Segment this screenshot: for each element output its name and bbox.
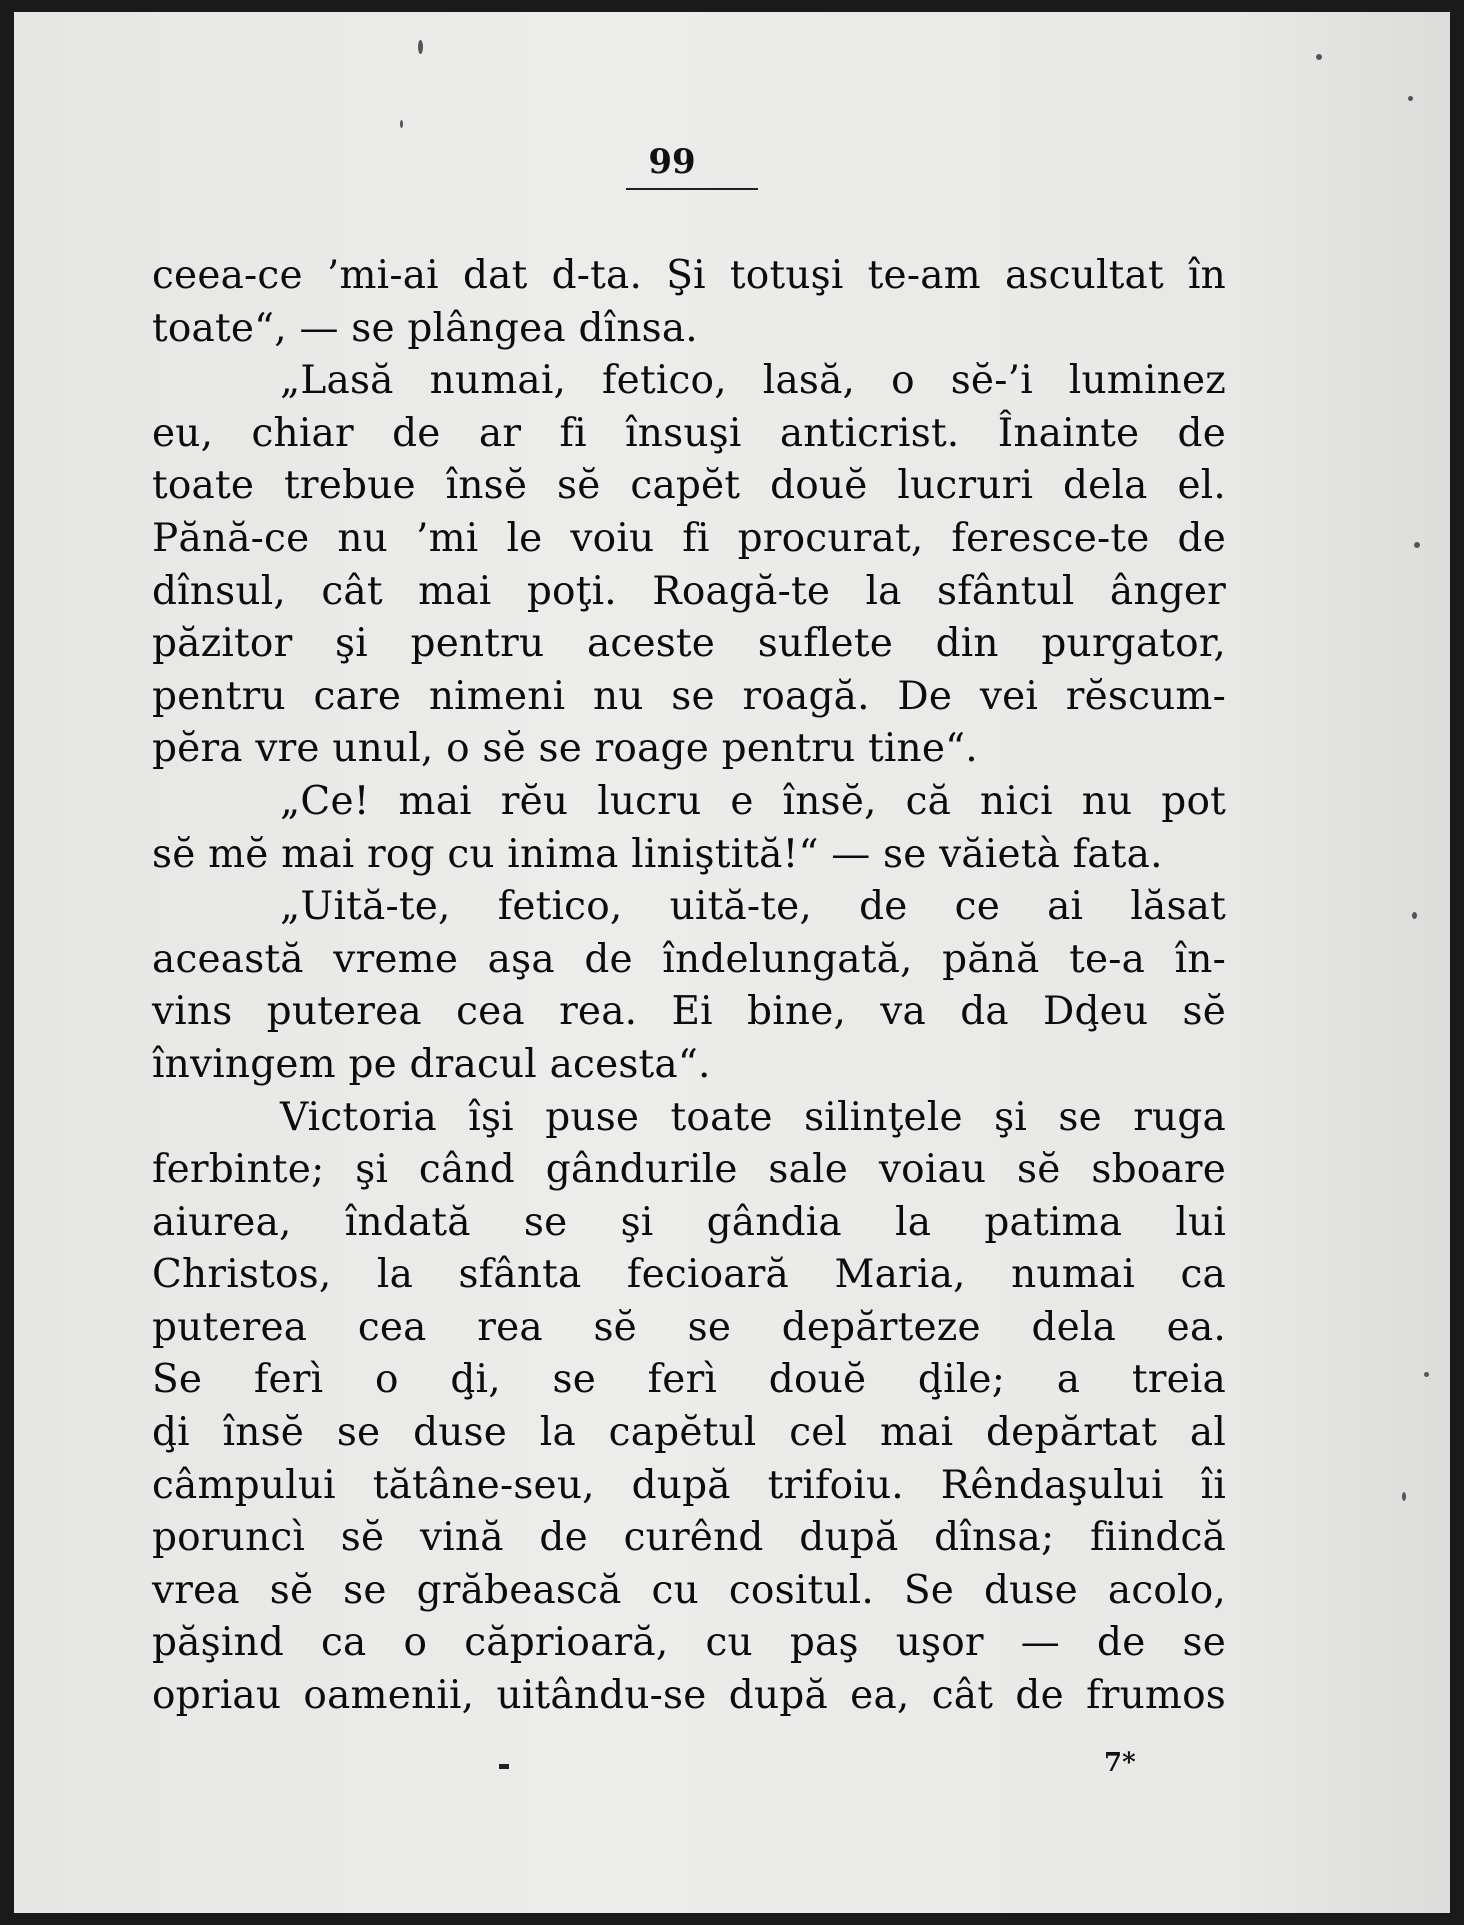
text-line: Victoria îşi puse toate silinţele şi se ruga xyxy=(280,1094,1226,1140)
paper-speck xyxy=(1408,96,1413,101)
paper-speck xyxy=(1414,542,1420,548)
text-line: Pănă-ce nu ’mi le voiu fi procurat, feresce-te de xyxy=(152,515,1226,561)
text-line: eu, chiar de ar fi însuşi anticrist. Înainte de xyxy=(152,410,1226,456)
text-line: opriau oamenii, uitându-se după ea, cât de frumos xyxy=(152,1673,1226,1719)
text-line: ferbinte; şi când gândurile sale voiau sĕ sboare xyxy=(152,1147,1226,1193)
text-line: Christos, la sfânta fecioară Maria, numai ca xyxy=(152,1252,1226,1298)
paper-speck xyxy=(1424,1372,1429,1377)
text-line: ḑi însĕ se duse la capĕtul cel mai depărtat al xyxy=(152,1410,1226,1456)
paper-speck xyxy=(418,40,423,54)
paper-speck xyxy=(1412,912,1417,919)
paper-speck xyxy=(400,120,403,128)
book-page xyxy=(14,12,1450,1913)
text-line: „Uită-te, fetico, uită-te, de ce ai lăsat xyxy=(280,884,1226,930)
text-line: „Lasă numai, fetico, lasă, o sĕ-’i luminez xyxy=(280,358,1226,404)
text-line: pĕra vre unul, o sĕ se roage pentru tine“. xyxy=(152,726,978,772)
paper-speck xyxy=(1402,1492,1406,1501)
text-line: învingem pe dracul acesta“. xyxy=(152,1041,711,1087)
text-line: toate trebue însĕ sĕ capĕt douĕ lucruri dela el. xyxy=(152,463,1226,509)
page-number: 99 xyxy=(648,142,696,182)
text-line: aiurea, îndată se şi gândia la patima lui xyxy=(152,1199,1226,1245)
body-text xyxy=(152,250,1226,1723)
page-number-rule xyxy=(626,188,758,190)
text-line: păzitor şi pentru aceste suflete din purgator, xyxy=(152,621,1226,667)
text-line: câmpului tătâne-seu, după trifoiu. Rêndaşului îi xyxy=(152,1462,1226,1508)
text-line: păşind ca o căprioară, cu paş uşor — de se xyxy=(152,1620,1226,1666)
text-line: puterea cea rea sĕ se depărteze dela ea. xyxy=(152,1304,1226,1350)
text-line: vrea sĕ se grăbească cu cositul. Se duse acolo, xyxy=(152,1567,1226,1613)
text-line: sĕ mĕ mai rog cu inima liniştită!“ — se văietà fata. xyxy=(152,831,1163,877)
signature-mark: 7* xyxy=(1104,1748,1136,1778)
footer-mark xyxy=(499,1764,509,1769)
text-line: pentru care nimeni nu se roagă. De vei rĕscum- xyxy=(152,673,1226,719)
text-line: vins puterea cea rea. Ei bine, va da Dḑeu sĕ xyxy=(152,989,1226,1035)
text-line: această vreme aşa de îndelungată, pănă te-a în- xyxy=(152,936,1226,982)
text-line: Se ferì o ḑi, se ferì douĕ ḑile; a treia xyxy=(152,1357,1226,1403)
text-line: poruncì sĕ vină de curênd după dînsa; fiindcă xyxy=(152,1515,1226,1561)
text-line: dînsul, cât mai poţi. Roagă-te la sfântul ânger xyxy=(152,568,1226,614)
text-line: toate“, — se plângea dînsa. xyxy=(152,305,698,351)
text-line: „Ce! mai rĕu lucru e însĕ, că nici nu pot xyxy=(280,778,1226,824)
text-line: ceea-ce ’mi-ai dat d-ta. Şi totuşi te-am ascultat în xyxy=(152,253,1226,298)
paper-speck xyxy=(1316,54,1322,60)
